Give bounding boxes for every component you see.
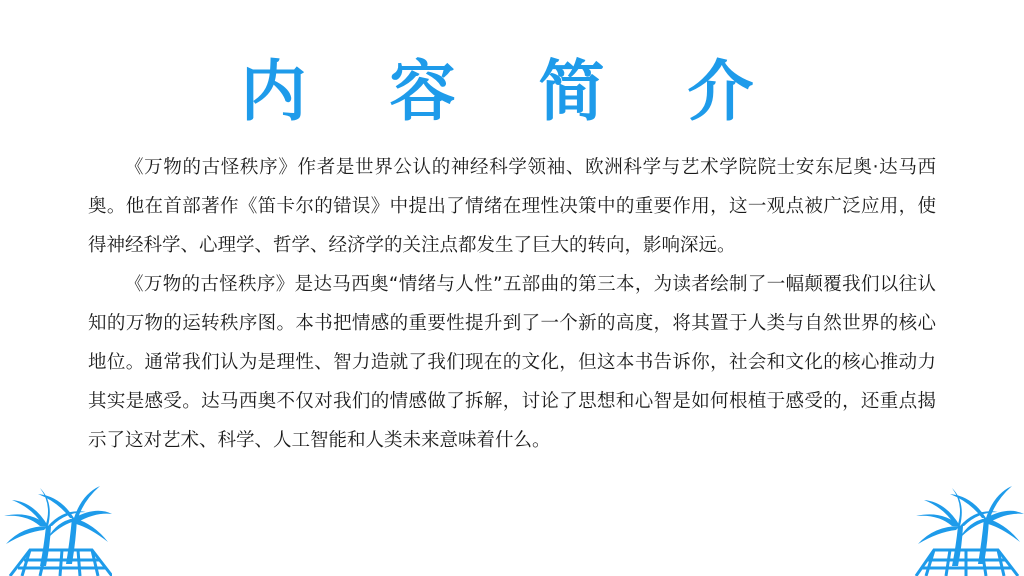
paragraph-1: 《万物的古怪秩序》作者是世界公认的神经科学领袖、欧洲科学与艺术学院院士安东尼奥·达马西奥。他在首部著作《笛卡尔的错误》中提出了情绪在理性决策中的重要作用，这一观点被广泛应用，使得神经科学、心理学、哲学、经济学的关注点都发生了巨大的转向，影响深远。 bbox=[88, 157, 936, 256]
palm-tree-icon bbox=[0, 466, 112, 576]
page-title: 内 容 简 介 bbox=[240, 53, 784, 130]
intro-text bbox=[88, 148, 936, 460]
palm-tree-icon bbox=[912, 466, 1024, 576]
paragraph-2: 《万物的古怪秩序》是达马西奥“情绪与人性”五部曲的第三本，为读者绘制了一幅颠覆我们以往认知的万物的运转秩序图。本书把情感的重要性提升到了一个新的高度，将其置于人类与自然世界的核心地位。通常我们认为是理性、智力造就了我们现在的文化，但这本书告诉你，社会和文化的核心推动力其实是感受。达马西奥不仅对我们的情感做了拆解，讨论了思想和心智是如何根植于感受的，还重点揭示了这对艺术、科学、人工智能和人类未来意味着什么。 bbox=[88, 274, 936, 451]
